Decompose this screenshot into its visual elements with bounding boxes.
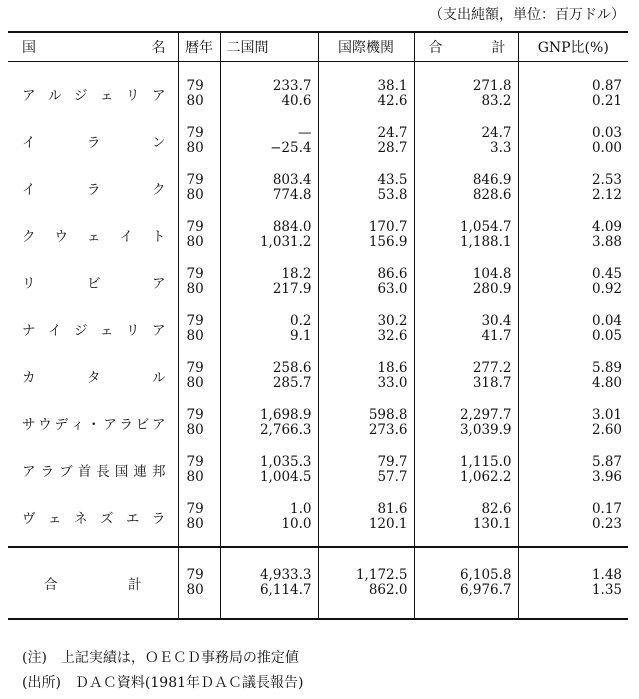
country-name-char: タ (87, 369, 101, 386)
bilateral-cell-80: 217.9 (272, 280, 312, 297)
bilateral-cell-79: 1.0 (290, 500, 312, 517)
country-name (8, 352, 178, 399)
year-cell-80: 80 (186, 468, 204, 485)
gnp-cell (518, 62, 628, 118)
multilateral-cell-80: 63.0 (377, 280, 408, 297)
country-name-chars (14, 178, 172, 198)
country-name-char: ウ (38, 416, 52, 433)
country-name-char: ェ (100, 322, 114, 339)
note-source: (出所) ＤＡＣ資料(1981年ＤＡＣ議長報告) (22, 675, 304, 691)
country-name-chars (14, 84, 172, 104)
total-cell-79: 30.4 (481, 312, 512, 329)
country-name (8, 62, 178, 118)
country-name-char: ア (152, 87, 166, 104)
total-year-cell-79: 79 (186, 567, 204, 583)
bilateral-cell-80: 1,004.5 (259, 468, 312, 485)
total-cell (414, 117, 518, 164)
total-cell-80: 318.7 (472, 374, 512, 391)
year-cell-79: 79 (186, 171, 204, 188)
country-name-char: ク (152, 181, 166, 198)
table-row (8, 305, 628, 352)
total-cell-80: 130.1 (472, 515, 512, 532)
bilateral-cell-79: 1,698.9 (259, 406, 312, 423)
country-name-char: ン (152, 134, 166, 151)
year-cell-79: 79 (186, 218, 204, 235)
gnp-cell (518, 493, 628, 547)
table-row (8, 493, 628, 547)
bilateral-cell (220, 493, 318, 547)
bilateral-cell-79: 233.7 (272, 77, 312, 94)
country-name-char: 首 (77, 463, 92, 480)
country-name (8, 211, 178, 258)
table-row (8, 446, 628, 493)
country-name (8, 117, 178, 164)
gnp-cell-79: 4.09 (591, 218, 622, 235)
total-cell (414, 258, 518, 305)
country-name-char: 連 (133, 463, 147, 480)
country-name-char: ア (22, 463, 36, 480)
gnp-cell-80: 0.00 (591, 139, 622, 156)
bilateral-cell (220, 352, 318, 399)
total-cell-79: 277.2 (472, 359, 512, 376)
country-name-char: ブ (59, 463, 73, 480)
country-name-char: カ (22, 369, 36, 386)
multilateral-cell-80: 42.6 (377, 92, 408, 109)
gnp-cell-80: 0.05 (591, 327, 622, 344)
total-bilateral-cell (220, 547, 318, 619)
total-multilateral-cell-79: 1,172.5 (355, 567, 408, 583)
total-cell-80: 3,039.9 (459, 421, 512, 438)
country-name-char: ィ (70, 416, 85, 433)
table-row (8, 164, 628, 211)
gnp-cell-79: 3.01 (591, 406, 622, 423)
country-name-char: イ (22, 134, 36, 151)
year-cell-80: 80 (186, 233, 204, 250)
gnp-cell-79: 5.89 (591, 359, 622, 376)
country-name-char: リ (22, 275, 36, 292)
header-country-char-2: 名 (151, 40, 166, 56)
country-name-char: ル (48, 87, 62, 104)
total-total-cell (414, 547, 518, 619)
multilateral-cell-80: 273.6 (368, 421, 408, 438)
total-label (8, 547, 178, 619)
country-name-char: ア (22, 87, 36, 104)
gnp-cell-79: 0.87 (591, 77, 622, 94)
year-cell-80: 80 (186, 515, 204, 532)
bilateral-cell (220, 211, 318, 258)
table-row (8, 117, 628, 164)
total-cell-79: 271.8 (472, 77, 512, 94)
multilateral-cell-80: 32.6 (377, 327, 408, 344)
total-cell-79: 846.9 (472, 171, 512, 188)
gnp-cell-79: 0.03 (591, 124, 622, 141)
header-total-char-1: 合 (428, 40, 443, 56)
unit-note: （支出純額，単位：百万ドル） (429, 7, 625, 23)
country-name (8, 164, 178, 211)
year-cell (178, 446, 220, 493)
country-name-chars (14, 413, 172, 433)
bilateral-cell-79: 1,035.3 (259, 453, 312, 470)
country-name-char: ア (152, 416, 166, 433)
year-cell-79: 79 (186, 312, 204, 329)
country-name (8, 305, 178, 352)
country-name (8, 399, 178, 446)
country-name-char: ェ (87, 228, 101, 245)
country-name-char: デ (54, 416, 68, 433)
bilateral-cell-80: 40.6 (281, 92, 312, 109)
total-gnp-cell (518, 547, 628, 619)
total-bilateral-cell-79: 4,933.3 (259, 567, 312, 583)
total-cell-79: 1,115.0 (459, 453, 512, 470)
total-label-chars (14, 573, 172, 593)
year-cell-80: 80 (186, 327, 204, 344)
country-name-char: ェ (100, 87, 114, 104)
country-name-char: リ (126, 87, 140, 104)
multilateral-cell-80: 33.0 (377, 374, 408, 391)
country-name-char: ト (152, 228, 166, 245)
total-multilateral-cell (318, 547, 414, 619)
country-name-char: ア (152, 322, 166, 339)
gnp-cell-79: 0.04 (591, 312, 622, 329)
bilateral-cell-80: 2,766.3 (259, 421, 312, 438)
header-country-char-1: 国 (22, 40, 36, 56)
gnp-cell-79: 0.17 (591, 500, 622, 517)
total-cell (414, 446, 518, 493)
year-cell (178, 62, 220, 118)
country-name-chars (14, 319, 172, 339)
country-name-char: ラ (87, 181, 101, 198)
country-name-chars (14, 460, 172, 480)
country-name-char: ラ (87, 134, 101, 151)
year-cell (178, 493, 220, 547)
total-cell-80: 41.7 (481, 327, 512, 344)
total-cell-79: 104.8 (472, 265, 512, 282)
country-name-char: イ (119, 228, 133, 245)
year-cell (178, 305, 220, 352)
multilateral-cell (318, 352, 414, 399)
country-name-char: ビ (87, 275, 101, 292)
country-name-char: ネ (74, 510, 88, 527)
gnp-cell (518, 117, 628, 164)
bilateral-cell-80: 10.0 (281, 515, 312, 532)
bilateral-cell-80: 9.1 (290, 327, 312, 344)
year-cell-79: 79 (186, 124, 204, 141)
multilateral-cell-80: 156.9 (368, 233, 408, 250)
gnp-cell-80: 3.88 (591, 233, 622, 250)
country-name-char: 長 (96, 463, 110, 480)
country-name-char: 邦 (151, 463, 166, 480)
year-cell-80: 80 (186, 421, 204, 438)
total-gnp-cell-79: 1.48 (591, 567, 622, 583)
header-country (8, 32, 178, 62)
multilateral-cell-79: 170.7 (368, 218, 408, 235)
total-cell-79: 24.7 (481, 124, 512, 141)
bilateral-cell-79: — (298, 124, 312, 141)
bilateral-cell-80: 285.7 (272, 374, 312, 391)
country-name-chars (14, 272, 172, 292)
gnp-cell (518, 305, 628, 352)
multilateral-cell-79: 598.8 (368, 406, 408, 423)
country-name-char: ジ (74, 322, 88, 339)
multilateral-cell (318, 62, 414, 118)
header-total (414, 32, 518, 62)
total-cell (414, 211, 518, 258)
total-gnp-cell-80: 1.35 (591, 582, 622, 598)
gnp-cell-80: 0.92 (591, 280, 622, 297)
total-row (8, 547, 628, 619)
country-name-char: ア (103, 416, 117, 433)
gnp-cell (518, 164, 628, 211)
country-name (8, 446, 178, 493)
total-label-char: 計 (128, 577, 142, 593)
multilateral-cell-79: 38.1 (377, 77, 408, 94)
multilateral-cell-79: 24.7 (377, 124, 408, 141)
bilateral-cell (220, 62, 318, 118)
bilateral-cell (220, 164, 318, 211)
total-cell-80: 1,188.1 (459, 233, 512, 250)
country-name-char: ・ (87, 416, 101, 433)
country-name-char: イ (48, 322, 62, 339)
country-name-char: イ (22, 181, 36, 198)
total-year-cell (178, 547, 220, 619)
table-row (8, 399, 628, 446)
header-total-char-2: 計 (491, 40, 506, 56)
multilateral-cell-80: 120.1 (368, 515, 408, 532)
bilateral-cell-79: 18.2 (281, 265, 312, 282)
year-cell-80: 80 (186, 139, 204, 156)
bilateral-cell-80: −25.4 (270, 139, 312, 156)
country-name (8, 258, 178, 305)
country-name-char: ウ (54, 228, 68, 245)
multilateral-cell-80: 28.7 (377, 139, 408, 156)
multilateral-cell (318, 117, 414, 164)
year-cell-79: 79 (186, 77, 204, 94)
gnp-cell-79: 5.87 (591, 453, 622, 470)
year-cell-79: 79 (186, 406, 204, 423)
bilateral-cell (220, 117, 318, 164)
multilateral-cell (318, 305, 414, 352)
year-cell-80: 80 (186, 280, 204, 297)
year-cell (178, 211, 220, 258)
gnp-cell-80: 4.80 (591, 374, 622, 391)
country-name-char: 国 (114, 463, 129, 480)
total-multilateral-cell-80: 862.0 (368, 582, 408, 598)
total-cell (414, 305, 518, 352)
bilateral-cell-79: 0.2 (290, 312, 312, 329)
total-cell (414, 62, 518, 118)
multilateral-cell-80: 53.8 (377, 186, 408, 203)
bilateral-cell (220, 258, 318, 305)
table-row (8, 62, 628, 118)
country-name-char: ア (152, 275, 166, 292)
bilateral-cell-79: 258.6 (272, 359, 312, 376)
year-cell (178, 164, 220, 211)
multilateral-cell-79: 86.6 (377, 265, 408, 282)
country-name-char: ヴ (22, 510, 36, 527)
multilateral-cell-80: 57.7 (377, 468, 408, 485)
country-name-chars (14, 225, 172, 245)
oda-table (8, 31, 628, 620)
multilateral-cell (318, 164, 414, 211)
gnp-cell (518, 211, 628, 258)
gnp-cell-80: 2.12 (591, 186, 622, 203)
bilateral-cell-80: 774.8 (272, 186, 312, 203)
header-bilateral: 二国間 (220, 32, 318, 62)
multilateral-cell (318, 493, 414, 547)
country-name-char: ラ (119, 416, 133, 433)
total-cell-80: 83.2 (481, 92, 512, 109)
total-year-cell-80: 80 (186, 582, 204, 598)
total-total-cell-79: 6,105.8 (459, 567, 512, 583)
multilateral-cell-79: 81.6 (377, 500, 408, 517)
country-name-char: ラ (40, 463, 55, 480)
year-cell-79: 79 (186, 359, 204, 376)
header-year: 暦年 (178, 32, 220, 62)
bilateral-cell-80: 1,031.2 (259, 233, 312, 250)
gnp-cell (518, 258, 628, 305)
header-row (8, 32, 628, 62)
table-row (8, 258, 628, 305)
bilateral-cell-79: 884.0 (272, 218, 312, 235)
country-name-char: ズ (100, 510, 114, 527)
multilateral-cell (318, 211, 414, 258)
year-cell-79: 79 (186, 500, 204, 517)
total-cell-80: 280.9 (472, 280, 512, 297)
header-multilateral: 国際機関 (318, 32, 414, 62)
year-cell-80: 80 (186, 92, 204, 109)
multilateral-cell-79: 30.2 (377, 312, 408, 329)
country-name-char: リ (126, 322, 140, 339)
country-name (8, 493, 178, 547)
multilateral-cell (318, 399, 414, 446)
country-name-char: エ (126, 510, 140, 527)
notes (22, 646, 303, 696)
total-cell (414, 493, 518, 547)
bilateral-cell (220, 305, 318, 352)
country-name-char: ビ (135, 416, 150, 433)
table-row (8, 352, 628, 399)
total-bilateral-cell-80: 6,114.7 (259, 582, 312, 598)
country-name-chars (14, 507, 172, 527)
year-cell (178, 258, 220, 305)
year-cell (178, 399, 220, 446)
gnp-cell-80: 3.96 (591, 468, 622, 485)
multilateral-cell (318, 446, 414, 493)
gnp-cell-80: 0.23 (591, 515, 622, 532)
total-cell (414, 352, 518, 399)
country-name-char: ジ (74, 87, 88, 104)
total-cell-80: 3.3 (490, 139, 512, 156)
gnp-cell-79: 2.53 (591, 171, 622, 188)
country-name-chars (14, 366, 172, 386)
gnp-cell (518, 399, 628, 446)
note-estimate: (注) 上記実績は，ＯＥＣＤ事務局の推定値 (22, 650, 299, 666)
bilateral-cell (220, 446, 318, 493)
country-name-char: ラ (152, 510, 166, 527)
bilateral-cell (220, 399, 318, 446)
country-name-chars (14, 131, 172, 151)
gnp-cell-79: 0.45 (591, 265, 622, 282)
total-cell-80: 1,062.2 (459, 468, 512, 485)
total-cell-79: 82.6 (481, 500, 512, 517)
year-cell-80: 80 (186, 186, 204, 203)
gnp-cell-80: 2.60 (591, 421, 622, 438)
total-total-cell-80: 6,976.7 (459, 582, 512, 598)
country-name-char: ル (152, 369, 166, 386)
year-cell (178, 117, 220, 164)
country-name-char: ク (22, 228, 36, 245)
total-label-char: 合 (44, 577, 58, 593)
gnp-cell-80: 0.21 (591, 92, 622, 109)
total-cell (414, 164, 518, 211)
total-cell-79: 1,054.7 (459, 218, 512, 235)
country-name-char: ナ (22, 322, 36, 339)
year-cell-79: 79 (186, 453, 204, 470)
table-row (8, 211, 628, 258)
gnp-cell (518, 352, 628, 399)
multilateral-cell (318, 258, 414, 305)
total-cell-79: 2,297.7 (459, 406, 512, 423)
bilateral-cell-79: 803.4 (272, 171, 312, 188)
country-name-char: サ (22, 416, 36, 433)
total-cell-80: 828.6 (472, 186, 512, 203)
multilateral-cell-79: 43.5 (377, 171, 408, 188)
header-gnp: GNP比(%) (518, 32, 628, 62)
year-cell (178, 352, 220, 399)
gnp-cell (518, 446, 628, 493)
multilateral-cell-79: 18.6 (377, 359, 408, 376)
total-cell (414, 399, 518, 446)
year-cell-79: 79 (186, 265, 204, 282)
year-cell-80: 80 (186, 374, 204, 391)
country-name-char: ェ (48, 510, 62, 527)
multilateral-cell-79: 79.7 (377, 453, 408, 470)
